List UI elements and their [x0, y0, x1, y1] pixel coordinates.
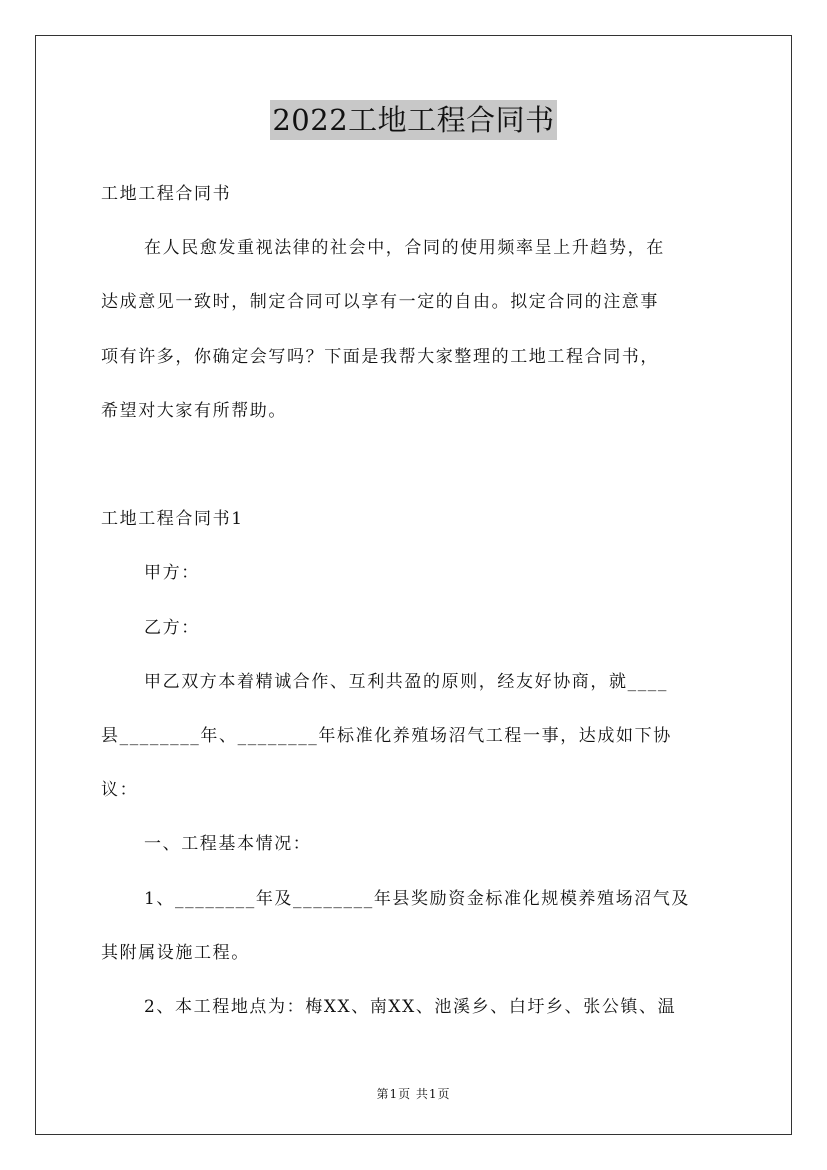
doc-heading: 工地工程合同书 [101, 184, 232, 204]
paragraph-line: 1、________年及________年县奖励资金标准化规模养殖场沼气及 [144, 889, 691, 909]
paragraph-line: 项有许多，你确定会写吗？下面是我帮大家整理的工地工程合同书， [101, 347, 659, 367]
clause-heading: 一、工程基本情况： [144, 834, 312, 854]
paragraph-line: 希望对大家有所帮助。 [101, 401, 287, 421]
paragraph-line: 在人民愈发重视法律的社会中，合同的使用频率呈上升趋势，在 [144, 238, 665, 258]
party-b-label: 乙方： [144, 618, 200, 638]
page-footer: 第1页 共1页 [376, 1087, 451, 1101]
paragraph-line: 县________年、________年标准化养殖场沼气工程一事，达成如下协 [101, 726, 672, 746]
section-heading: 工地工程合同书1 [101, 509, 244, 529]
paragraph-line: 其附属设施工程。 [101, 943, 250, 963]
paragraph-line: 达成意见一致时，制定合同可以享有一定的自由。拟定合同的注意事 [101, 292, 659, 312]
title-container [0, 100, 827, 140]
party-a-label: 甲方： [144, 563, 200, 583]
paragraph-line: 甲乙双方本着精诚合作、互利共盈的原则，经友好协商，就____ [144, 672, 668, 692]
paragraph-line: 2、本工程地点为：梅XX、南XX、池溪乡、白圩乡、张公镇、温 [144, 997, 677, 1017]
paragraph-line: 议： [101, 780, 139, 800]
document-title: 2022工地工程合同书 [270, 100, 556, 140]
